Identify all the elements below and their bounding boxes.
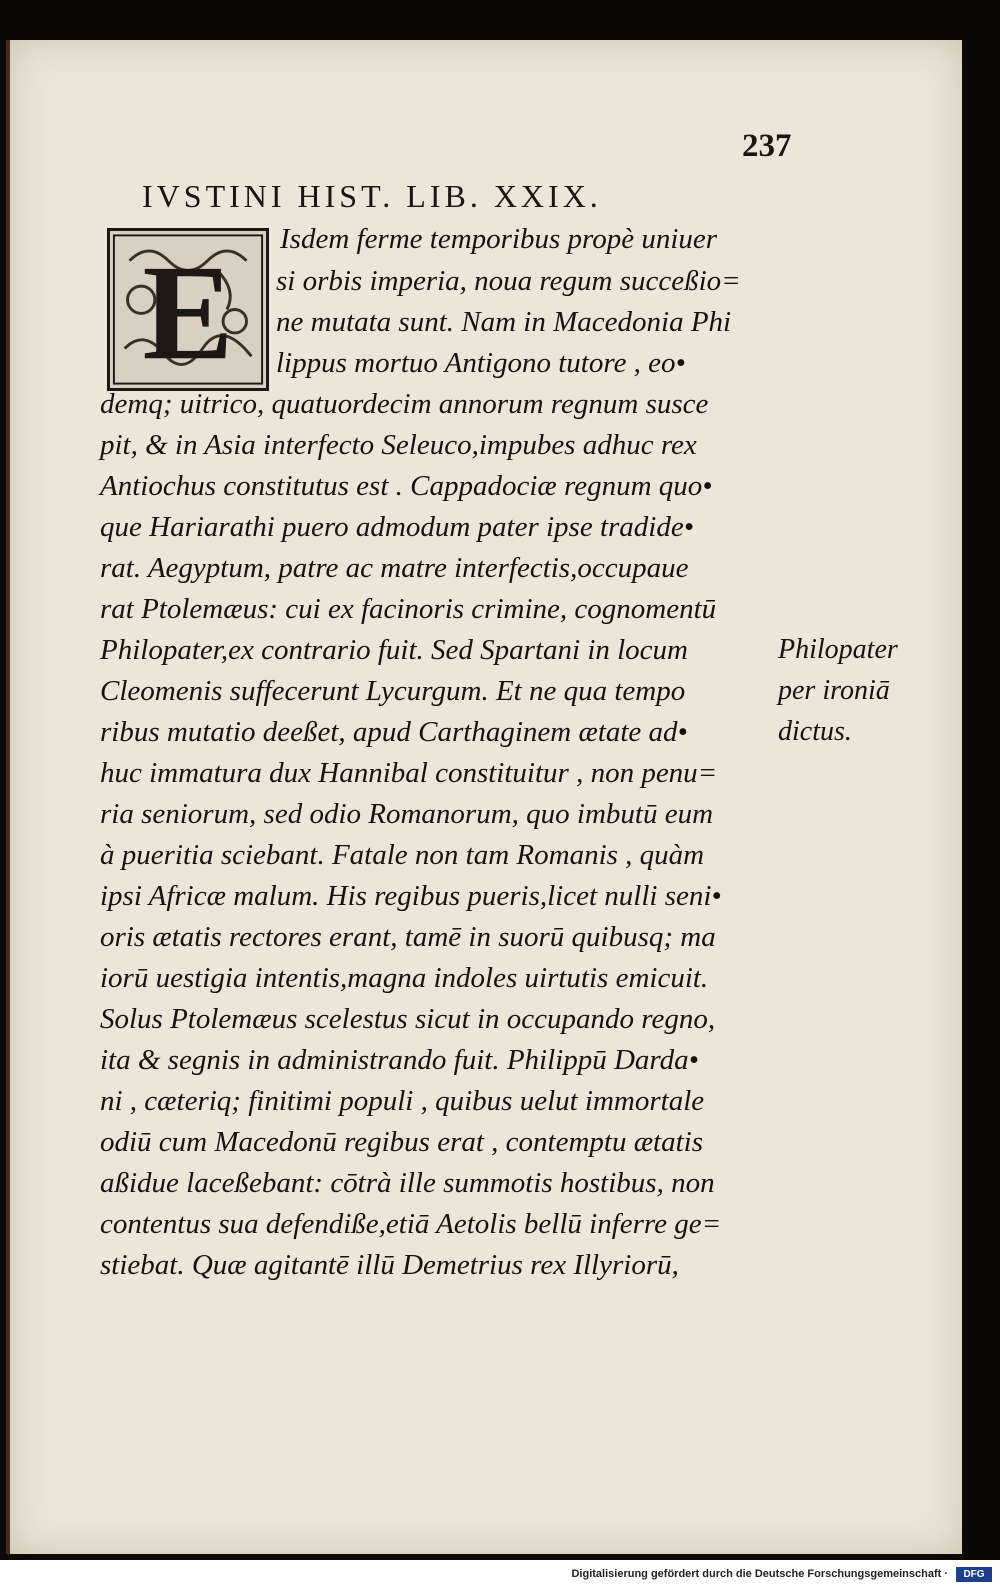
body-line: iorū uestigia intentis,magna indoles uirtutis emicuit. <box>100 962 709 994</box>
margin-note-line: Philopater <box>778 634 898 665</box>
body-line: que Hariarathi puero admodum pater ipse tradide• <box>100 511 694 543</box>
footer-credit: Digitalisierung gefördert durch die Deutsche Forschungsgemeinschaft · <box>571 1568 948 1580</box>
margin-note-line: per ironiā <box>778 675 890 706</box>
body-line: ria seniorum, sed odio Romanorum, quo imbutū eum <box>100 798 714 830</box>
body-line: oris ætatis rectores erant, tamē in suorū quibusq; ma <box>100 921 716 953</box>
body-line: rat. Aegyptum, patre ac matre interfectis,occupaue <box>100 552 689 584</box>
body-line: contentus sua defendiße,etiā Aetolis bellū inferre ge= <box>100 1208 722 1240</box>
body-line: demq; uitrico, quatuordecim annorum regnum susce <box>100 388 709 420</box>
footer-bar <box>0 1560 1000 1593</box>
decorated-initial-e-icon <box>110 231 266 388</box>
body-line: pit, & in Asia interfecto Seleuco,impubes adhuc rex <box>100 429 697 461</box>
body-line: Cleomenis suffecerunt Lycurgum. Et ne qua tempo <box>100 675 686 707</box>
body-line: Antiochus constitutus est . Cappadociæ regnum quo• <box>100 470 713 502</box>
body-line: huc immatura dux Hannibal constituitur , non penu= <box>100 757 718 789</box>
margin-note-line: dictus. <box>778 716 852 747</box>
body-line: Philopater,ex contrario fuit. Sed Spartani in locum <box>100 634 689 666</box>
page-number: 237 <box>742 128 792 164</box>
body-line: si orbis imperia, noua regum succeßio= <box>276 265 741 297</box>
body-line: lippus mortuo Antigono tutore , eo• <box>276 347 686 379</box>
body-line: Isdem ferme temporibus propè uniuer <box>280 223 718 255</box>
body-line: ni , cæteriq; finitimi populi , quibus uelut immortale <box>100 1085 705 1117</box>
body-line: stiebat. Quæ agitantē illū Demetrius rex Illyriorū, <box>100 1249 679 1281</box>
body-line: ne mutata sunt. Nam in Macedonia Phi <box>276 306 732 338</box>
body-line: aßidue laceßebant: cōtrà ille summotis hostibus, non <box>100 1167 715 1199</box>
running-head: IVSTINI HIST. LIB. XXIX. <box>142 178 602 214</box>
svg-text:E: E <box>142 236 234 388</box>
dfg-logo-icon: DFG <box>956 1567 992 1582</box>
body-line: ita & segnis in administrando fuit. Philippū Darda• <box>100 1044 699 1076</box>
body-line: ribus mutatio deeßet, apud Carthaginem ætate ad• <box>100 716 688 748</box>
body-line: Solus Ptolemæus scelestus sicut in occupando regno, <box>100 1003 716 1035</box>
body-line: odiū cum Macedonū regibus erat , contemptu ætatis <box>100 1126 704 1158</box>
body-line: ipsi Africæ malum. His regibus pueris,licet nulli seni• <box>100 880 722 912</box>
decorated-initial <box>107 228 269 391</box>
body-line: rat Ptolemæus: cui ex facinoris crimine, cognomentū <box>100 593 717 625</box>
body-line: à pueritia sciebant. Fatale non tam Romanis , quàm <box>100 839 705 871</box>
